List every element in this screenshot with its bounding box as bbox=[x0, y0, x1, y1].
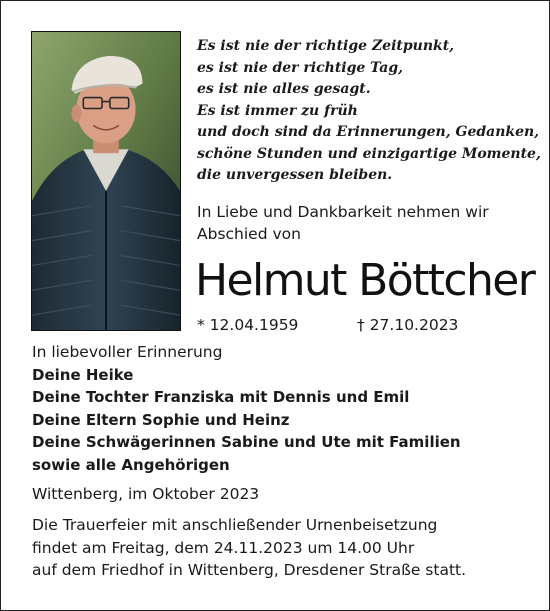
poem bbox=[197, 36, 541, 187]
death-date: † 27.10.2023 bbox=[357, 316, 459, 334]
intro-text bbox=[197, 201, 537, 245]
funeral-service-info bbox=[32, 514, 542, 582]
poem-line: die unvergessen bleiben. bbox=[197, 167, 393, 183]
mourners-lead: In liebevoller Erinnerung bbox=[32, 343, 223, 361]
service-line: Die Trauerfeier mit anschließender Urnenbeisetzung bbox=[32, 516, 438, 534]
poem-line: es ist nie der richtige Tag, bbox=[197, 59, 403, 76]
poem-line: und doch sind da Erinnerungen, Gedanken, bbox=[197, 124, 540, 140]
deceased-name: Helmut Böttcher bbox=[195, 255, 535, 306]
service-line: auf dem Friedhof in Wittenberg, Dresdener Straße statt. bbox=[32, 561, 467, 579]
place-date: Wittenberg, im Oktober 2023 bbox=[32, 485, 260, 503]
portrait-photo bbox=[31, 31, 181, 331]
birth-date: * 12.04.1959 bbox=[197, 316, 299, 334]
poem-line: Es ist immer zu früh bbox=[197, 102, 358, 119]
poem-line: schöne Stunden und einzigartige Momente, bbox=[197, 145, 541, 162]
poem-line: es ist nie alles gesagt. bbox=[197, 81, 371, 97]
service-line: findet am Freitag, dem 24.11.2023 um 14.00 Uhr bbox=[32, 538, 415, 557]
mourner: Deine Heike bbox=[32, 365, 134, 384]
mourners bbox=[32, 341, 542, 476]
mourner: Deine Eltern Sophie und Heinz bbox=[32, 410, 290, 429]
mourner: Deine Schwägerinnen Sabine und Ute mit Familien bbox=[32, 433, 461, 451]
mourner: sowie alle Angehörigen bbox=[32, 455, 230, 474]
mourner: Deine Tochter Franziska mit Dennis und Emil bbox=[32, 388, 410, 406]
intro-line: Abschied von bbox=[197, 225, 301, 243]
intro-line: In Liebe und Dankbarkeit nehmen wir bbox=[197, 203, 489, 221]
poem-line: Es ist nie der richtige Zeitpunkt, bbox=[197, 38, 455, 54]
mourners-list bbox=[32, 364, 542, 477]
portrait-image bbox=[32, 32, 180, 330]
life-dates bbox=[197, 313, 527, 337]
